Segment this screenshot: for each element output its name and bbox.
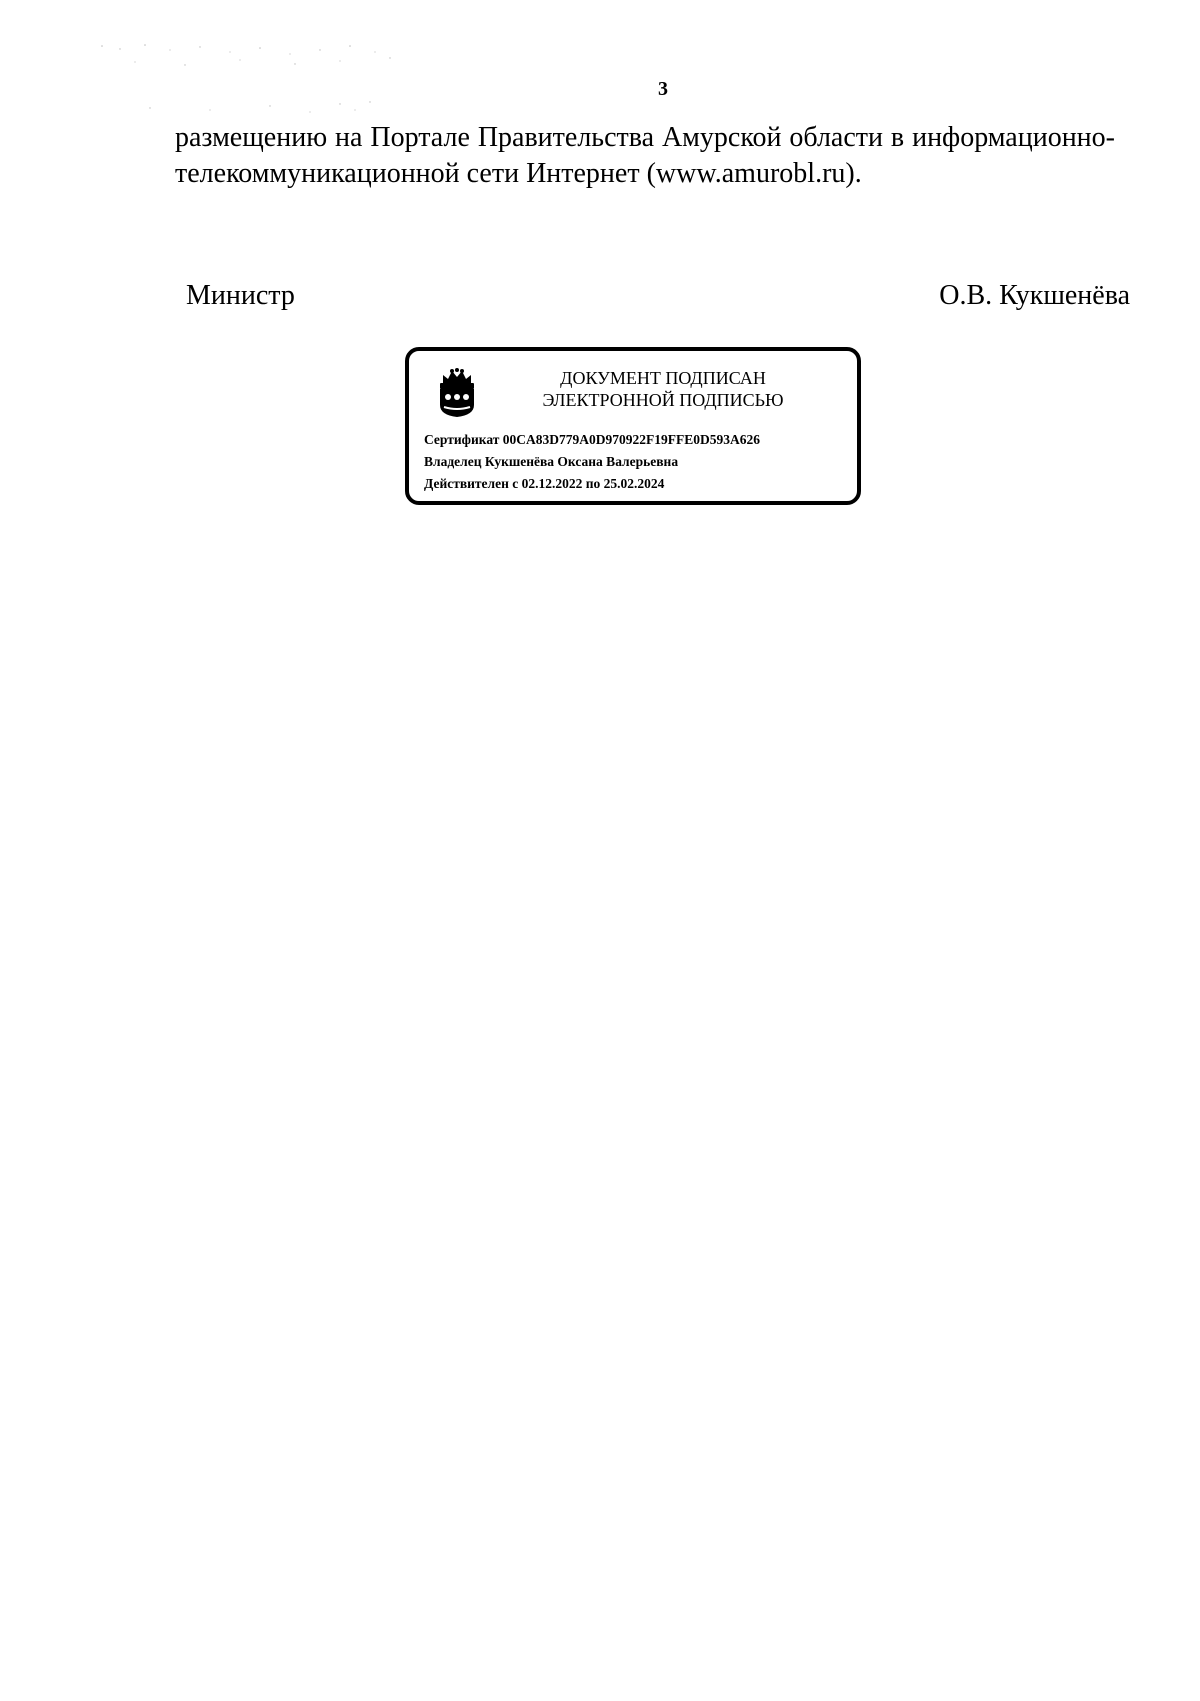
validity-row [424, 473, 760, 495]
stamp-details [424, 429, 760, 495]
certificate-value: 00CA83D779A0D970922F19FFE0D593A626 [502, 432, 760, 447]
owner-value: Кукшенёва Оксана Валерьевна [484, 454, 679, 469]
electronic-signature-stamp [405, 347, 861, 505]
valid-label: Действителен [424, 476, 509, 491]
page-number: 3 [658, 78, 668, 100]
body-line-1: размещению на Портале Правительства Амурской области в информационно- [175, 122, 1115, 153]
certificate-label: Сертификат [424, 432, 500, 447]
coat-of-arms-icon [435, 367, 479, 419]
body-line-2: телекоммуникационной сети Интернет (www.amurobl.ru). [175, 158, 862, 189]
valid-from-label: с [512, 476, 519, 491]
valid-to: 25.02.2024 [603, 476, 665, 491]
certificate-row [424, 429, 760, 451]
stamp-heading-line-1: ДОКУМЕНТ ПОДПИСАН [560, 368, 766, 388]
signatory-name: О.В. Кукшенёва [939, 280, 1130, 311]
stamp-heading-line-2: ЭЛЕКТРОННОЙ ПОДПИСЬЮ [542, 390, 784, 410]
owner-label: Владелец [424, 454, 482, 469]
body-paragraph [175, 120, 1115, 192]
stamp-heading [513, 367, 813, 411]
valid-from: 02.12.2022 [521, 476, 583, 491]
signatory-title: Министр [186, 280, 295, 311]
owner-row [424, 451, 760, 473]
valid-to-label: по [585, 476, 601, 491]
